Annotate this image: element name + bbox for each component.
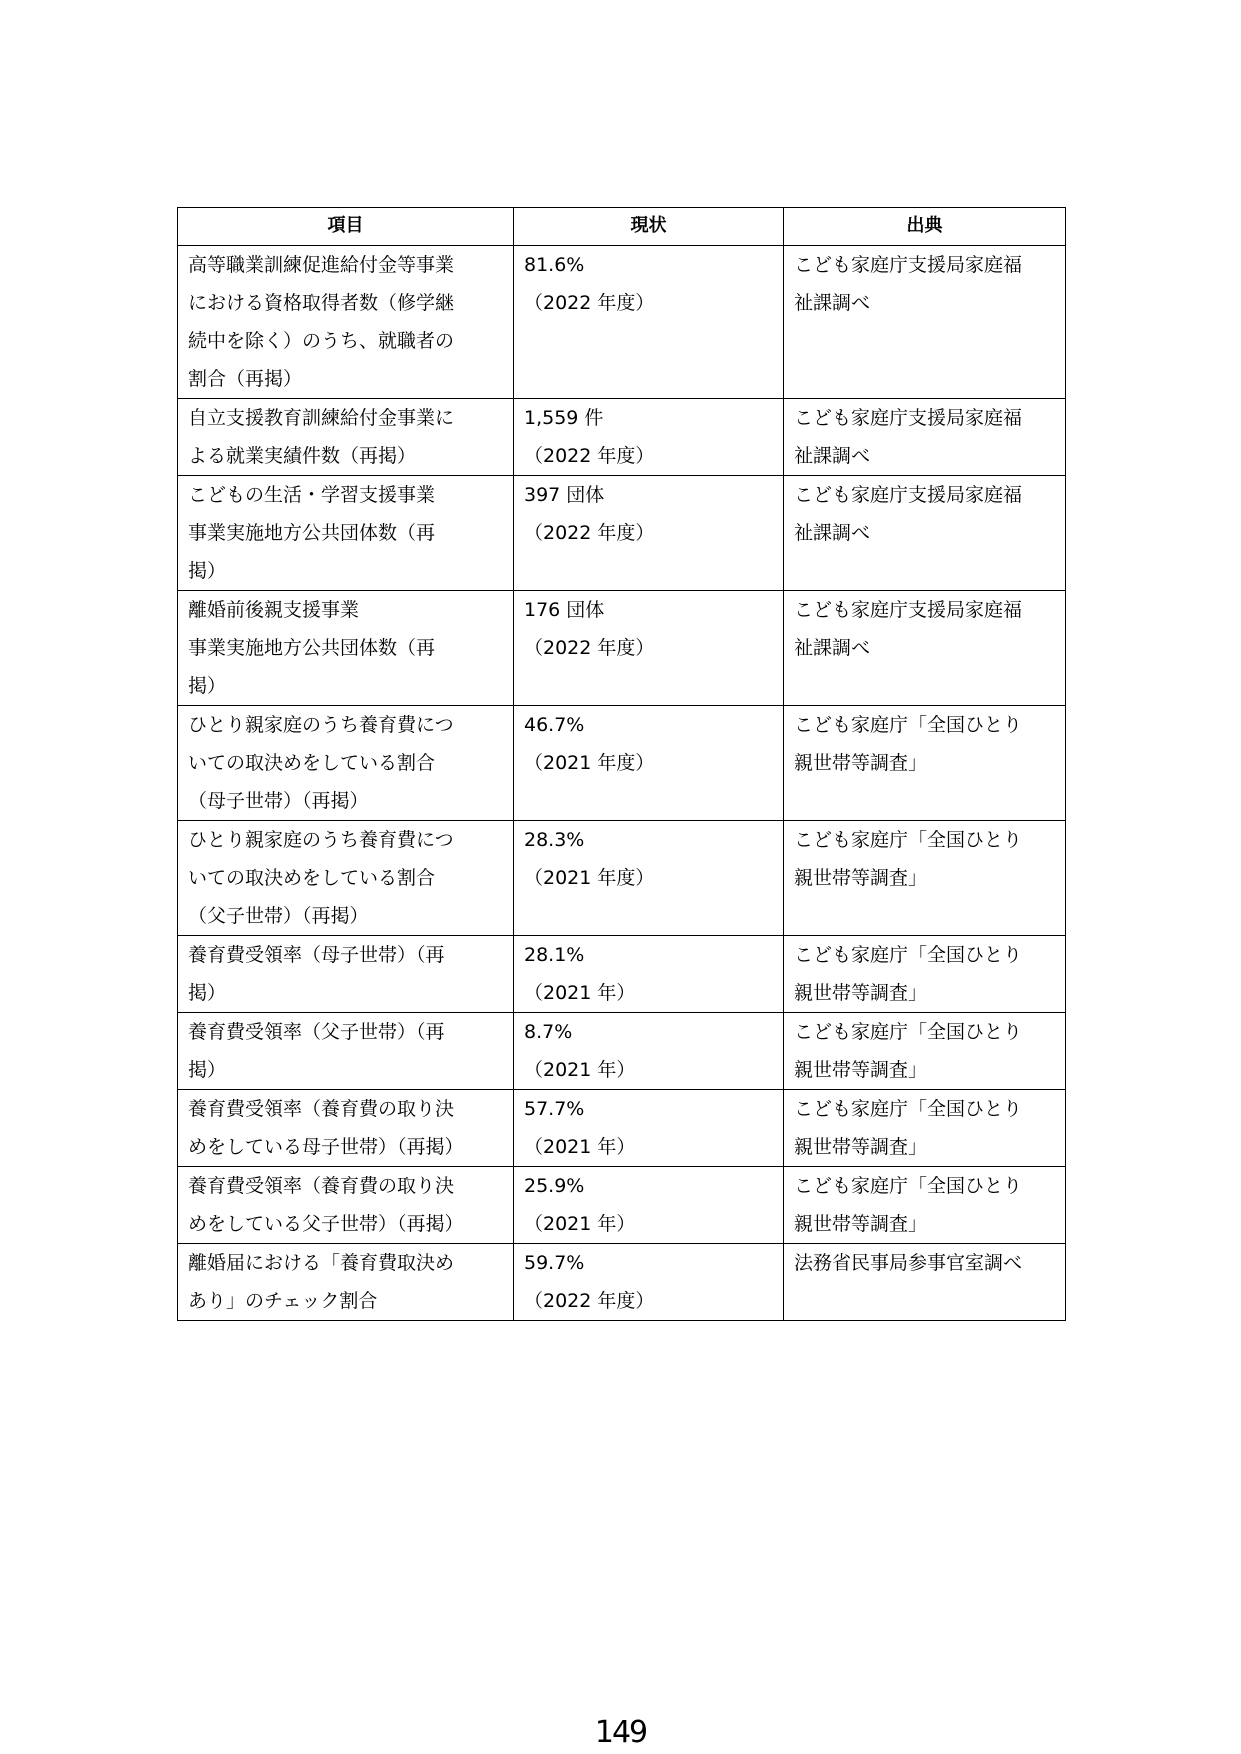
page-number: 149: [594, 1715, 647, 1750]
header-status: 現状: [514, 208, 784, 246]
cell-item: [178, 936, 514, 1013]
cell-item: [178, 1167, 514, 1244]
cell-status-line: 57.7%: [524, 1098, 585, 1120]
cell-status: [514, 476, 784, 591]
cell-status-line: （2022 年度）: [524, 637, 655, 659]
cell-status: [514, 1167, 784, 1244]
statistics-table: [177, 207, 1066, 1321]
cell-item-line: 養育費受領率（養育費の取り決: [188, 1175, 455, 1197]
cell-source-line: こども家庭庁「全国ひとり: [794, 714, 1023, 736]
table-row: [178, 1013, 1066, 1090]
cell-item-line: 掲）: [188, 982, 227, 1004]
cell-item-line: めをしている父子世帯）（再掲）: [188, 1213, 464, 1235]
cell-item: [178, 246, 514, 399]
cell-item-line: 離婚届における「養育費取決め: [188, 1252, 455, 1274]
cell-item-line: （母子世帯）（再掲）: [188, 790, 369, 812]
cell-status-line: （2022 年度）: [524, 292, 655, 314]
cell-item-line: 高等職業訓練促進給付金等事業: [188, 254, 455, 276]
cell-source-line: こども家庭庁支援局家庭福: [794, 599, 1023, 621]
cell-source: [784, 821, 1066, 936]
cell-status-line: （2022 年度）: [524, 522, 655, 544]
cell-source-line: 親世帯等調査」: [794, 1136, 928, 1158]
cell-source: [784, 706, 1066, 821]
cell-item: [178, 1090, 514, 1167]
table-row: [178, 1244, 1066, 1321]
cell-status-line: （2021 年）: [524, 982, 636, 1004]
cell-source-line: こども家庭庁「全国ひとり: [794, 944, 1023, 966]
cell-status: [514, 1013, 784, 1090]
cell-status-line: （2021 年度）: [524, 867, 655, 889]
cell-item: [178, 591, 514, 706]
cell-item-line: めをしている母子世帯）（再掲）: [188, 1136, 464, 1158]
table-header-row: [178, 208, 1066, 246]
cell-status-line: 46.7%: [524, 714, 585, 736]
cell-status: [514, 591, 784, 706]
cell-source-line: 親世帯等調査」: [794, 752, 928, 774]
cell-item: [178, 476, 514, 591]
cell-source-line: こども家庭庁「全国ひとり: [794, 1175, 1023, 1197]
cell-status-line: 176 団体: [524, 599, 605, 621]
cell-status-line: （2021 年度）: [524, 752, 655, 774]
table-row: [178, 1167, 1066, 1244]
cell-source: [784, 1167, 1066, 1244]
cell-status-line: 25.9%: [524, 1175, 585, 1197]
cell-status-line: 28.3%: [524, 829, 585, 851]
cell-item-line: いての取決めをしている割合: [188, 752, 436, 774]
cell-item: [178, 1244, 514, 1321]
table-row: [178, 1090, 1066, 1167]
cell-item-line: 養育費受領率（母子世帯）（再: [188, 944, 445, 966]
cell-item-line: こどもの生活・学習支援事業: [188, 484, 436, 506]
cell-item-line: 掲）: [188, 1059, 227, 1081]
cell-source-line: 祉課調べ: [794, 292, 871, 314]
cell-item-line: いての取決めをしている割合: [188, 867, 436, 889]
cell-item-line: 養育費受領率（養育費の取り決: [188, 1098, 455, 1120]
table-row: [178, 246, 1066, 399]
cell-item: [178, 1013, 514, 1090]
cell-status-line: （2022 年度）: [524, 445, 655, 467]
cell-item-line: ひとり親家庭のうち養育費につ: [188, 714, 454, 736]
cell-source-line: こども家庭庁「全国ひとり: [794, 1098, 1023, 1120]
cell-item-line: （父子世帯）（再掲）: [188, 905, 369, 927]
cell-item-line: 掲）: [188, 560, 227, 582]
cell-status: [514, 1244, 784, 1321]
cell-source: [784, 1244, 1066, 1321]
cell-status: [514, 1090, 784, 1167]
header-item: 項目: [178, 208, 514, 246]
cell-status-line: 28.1%: [524, 944, 585, 966]
cell-source-line: こども家庭庁「全国ひとり: [794, 1021, 1023, 1043]
table-row: [178, 821, 1066, 936]
cell-item: [178, 399, 514, 476]
cell-status-line: （2021 年）: [524, 1136, 636, 1158]
cell-source: [784, 591, 1066, 706]
cell-status-line: 397 団体: [524, 484, 605, 506]
table-row: [178, 591, 1066, 706]
cell-status-line: 59.7%: [524, 1252, 585, 1274]
table-row: [178, 476, 1066, 591]
cell-source: [784, 246, 1066, 399]
cell-source: [784, 476, 1066, 591]
cell-source-line: こども家庭庁支援局家庭福: [794, 407, 1023, 429]
table-row: [178, 399, 1066, 476]
cell-item-line: における資格取得者数（修学継: [188, 292, 455, 314]
table-row: [178, 936, 1066, 1013]
cell-item-line: 自立支援教育訓練給付金事業に: [188, 407, 455, 429]
cell-status-line: 8.7%: [524, 1021, 573, 1043]
cell-item-line: 養育費受領率（父子世帯）（再: [188, 1021, 445, 1043]
cell-status-line: （2021 年）: [524, 1059, 636, 1081]
cell-source-line: こども家庭庁支援局家庭福: [794, 484, 1023, 506]
cell-source-line: 祉課調べ: [794, 522, 871, 544]
cell-status-line: 1,559 件: [524, 407, 604, 429]
cell-source: [784, 1090, 1066, 1167]
cell-item-line: 割合（再掲）: [188, 368, 303, 390]
cell-status: [514, 399, 784, 476]
cell-item-line: あり」のチェック割合: [188, 1290, 378, 1312]
cell-source: [784, 399, 1066, 476]
cell-item-line: 掲）: [188, 675, 227, 697]
cell-source-line: 親世帯等調査」: [794, 1059, 928, 1081]
cell-source-line: 親世帯等調査」: [794, 867, 928, 889]
header-source: 出典: [784, 208, 1066, 246]
cell-source: [784, 1013, 1066, 1090]
table-row: [178, 706, 1066, 821]
cell-item-line: 事業実施地方公共団体数（再: [188, 522, 436, 544]
table-body: [178, 246, 1066, 1321]
cell-item: [178, 706, 514, 821]
cell-status: [514, 706, 784, 821]
cell-source-line: こども家庭庁支援局家庭福: [794, 254, 1023, 276]
cell-source: [784, 936, 1066, 1013]
cell-source-line: こども家庭庁「全国ひとり: [794, 829, 1023, 851]
cell-item-line: よる就業実績件数（再掲）: [188, 445, 417, 467]
cell-status-line: 81.6%: [524, 254, 585, 276]
cell-source-line: 法務省民事局参事官室調べ: [794, 1252, 1023, 1274]
cell-item-line: 続中を除く）のうち、就職者の: [188, 330, 455, 352]
cell-item-line: ひとり親家庭のうち養育費につ: [188, 829, 454, 851]
cell-status: [514, 936, 784, 1013]
cell-status: [514, 246, 784, 399]
cell-source-line: 祉課調べ: [794, 637, 871, 659]
cell-status-line: （2021 年）: [524, 1213, 636, 1235]
cell-status-line: （2022 年度）: [524, 1290, 655, 1312]
cell-source-line: 親世帯等調査」: [794, 1213, 928, 1235]
cell-item-line: 離婚前後親支援事業: [188, 599, 360, 621]
cell-source-line: 親世帯等調査」: [794, 982, 928, 1004]
cell-status: [514, 821, 784, 936]
cell-item: [178, 821, 514, 936]
cell-source-line: 祉課調べ: [794, 445, 871, 467]
cell-item-line: 事業実施地方公共団体数（再: [188, 637, 436, 659]
